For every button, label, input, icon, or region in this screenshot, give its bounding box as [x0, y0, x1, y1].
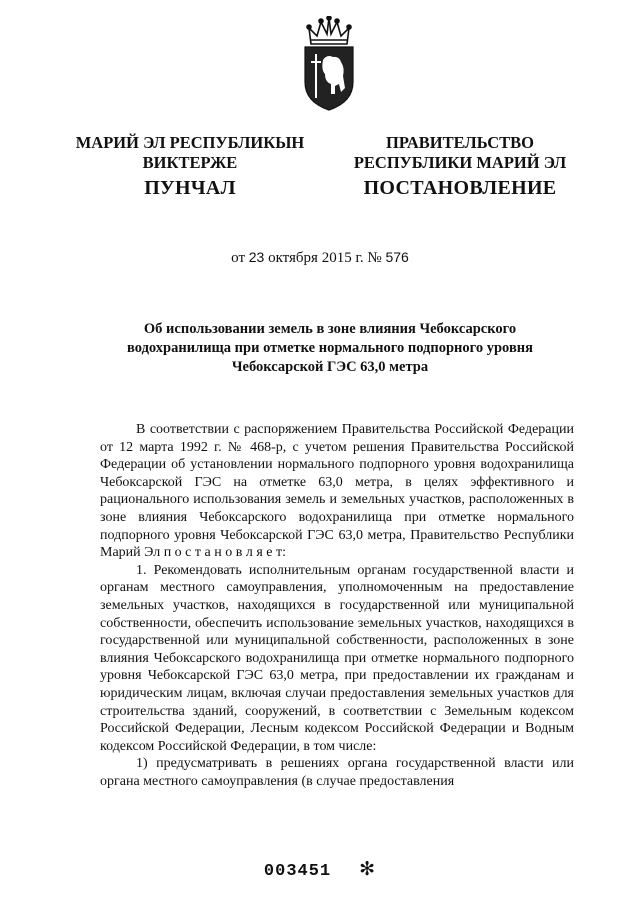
paragraph-item-1: 1. Рекомендовать исполнительным органам государственной власти и органам местного самоуправления, уполномоченным на предоставление земельных участков, находящихся в государственной или муниципальной собственности, обеспечить использование земельных участков, находящихся в государственной или муниципальной собственности, расположенных в зоне влияния Чебоксарского водохранилища при отметке нормального подпорного уровня Чебоксарской ГЭС 63,0 метра, при предоставлении их гражданам и юридическим лицам, включая случаи предоставления земельных участков для строительства зданий, сооружений, в соответствии с Земельным кодексом Российской Федерации, Лесным кодексом Российской Федерации и Водным кодексом Российской Федерации, в том числе: [100, 562, 574, 754]
doc-type-left: ПУНЧАЛ [144, 177, 236, 199]
document-number: 576 [385, 249, 409, 265]
coat-of-arms-icon [299, 16, 359, 112]
title-line2: водохранилища при отметке нормального подпорного уровня [127, 340, 533, 356]
date-line [0, 249, 640, 267]
title-line1: Об использовании земель в зоне влияния Чебоксарского [143, 321, 517, 337]
date-prefix: от [231, 250, 245, 266]
footer-serial [0, 858, 640, 881]
asterisk-mark: ✻ [359, 858, 377, 880]
crown-icon [307, 16, 351, 44]
header-right [330, 133, 590, 173]
date-day: 23 [248, 249, 265, 265]
document-title [110, 320, 550, 377]
serial-number: 003451 [263, 862, 332, 881]
date-month-year: октября 2015 г. № [268, 250, 382, 266]
paragraph-preamble: В соответствии с распоряжением Правительства Российской Федерации от 12 марта 1992 г. № 468-р, с учетом решения Правительства Российской Федерации об установлении нормального подпорного уровня водохранилища Чебоксарской ГЭС на отметке 63,0 метра, в целях эффективного и рационального использования земель и земельных участков, расположенных в зоне влияния Чебоксарского водохранилища при отметке нормального подпорного уровня Чебоксарской ГЭС 63,0 метра, Правительство Республики Марий Эл п о с т а н о в л я е т: [100, 422, 574, 561]
title-line3: Чебоксарской ГЭС 63,0 метра [231, 359, 429, 375]
header-left-line2: ВИКТЕРЖЕ [142, 153, 238, 172]
header-right-line1: ПРАВИТЕЛЬСТВО [386, 133, 534, 152]
document-body [100, 421, 574, 790]
doc-type-right: ПОСТАНОВЛЕНИЕ [363, 177, 557, 199]
header-right-line2: РЕСПУБЛИКИ МАРИЙ ЭЛ [353, 153, 567, 172]
paragraph-item-1-1: 1) предусматривать в решениях органа государственной власти или органа местного самоуправления (в случае предоставления [100, 756, 574, 789]
header-left [60, 133, 320, 173]
header-left-line1: МАРИЙ ЭЛ РЕСПУБЛИКЫН [75, 133, 305, 152]
